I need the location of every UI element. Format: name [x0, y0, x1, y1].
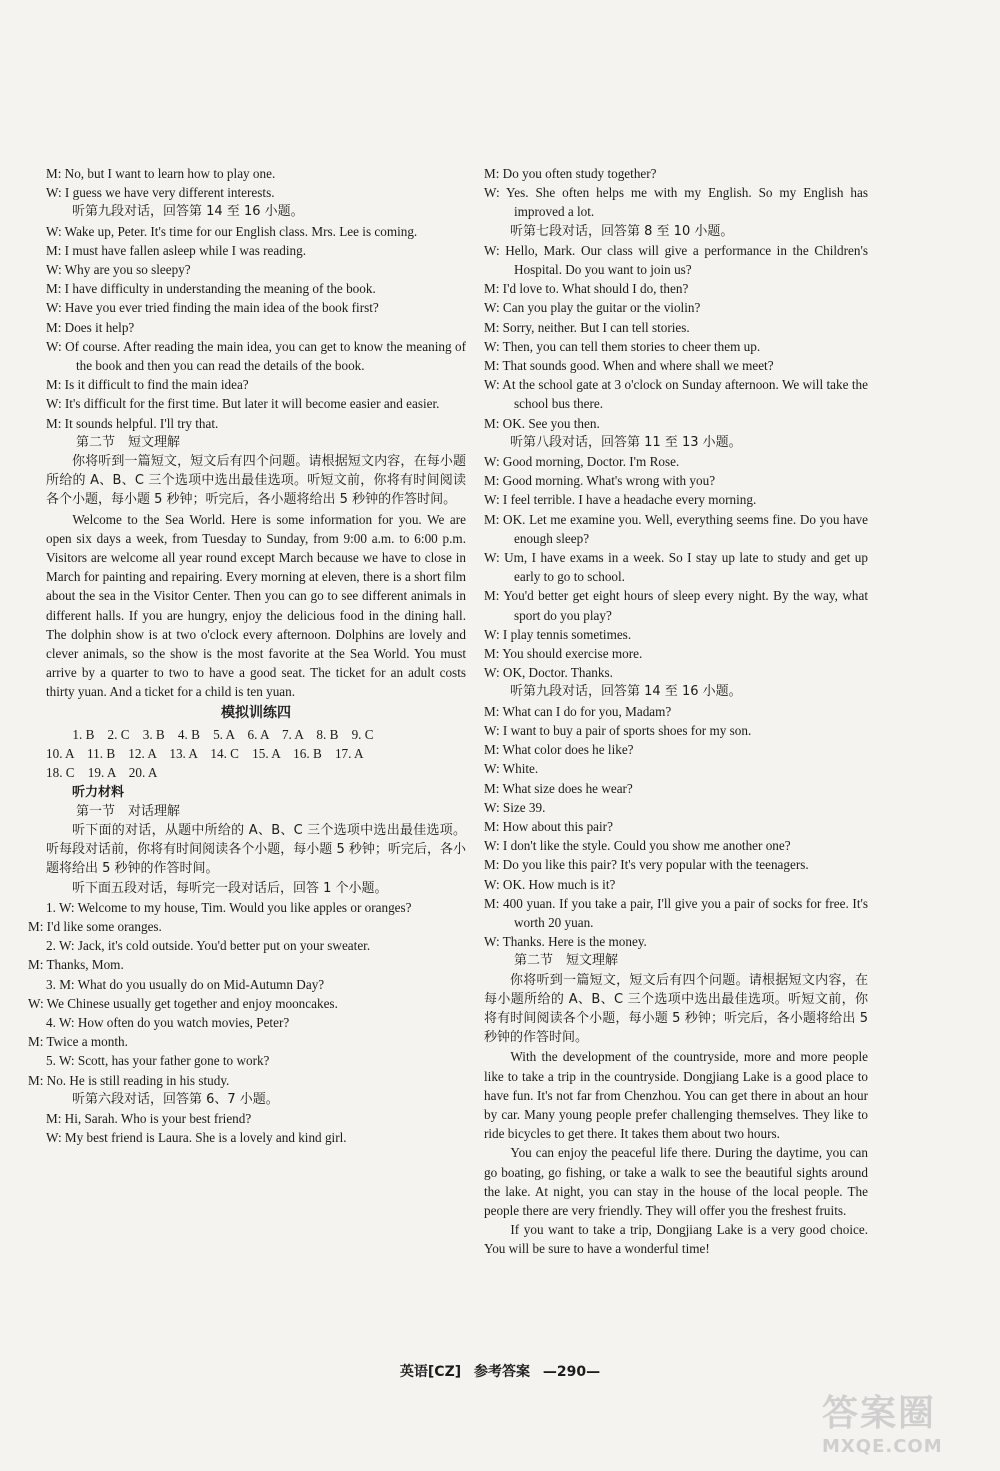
right-text-line: W: Size 39. [484, 799, 546, 815]
left-text-line: 18. C 19. A 20. A [46, 765, 158, 781]
watermark-url: MXQE.COM [822, 1436, 943, 1457]
right-text-line: M: You should exercise more. [484, 646, 643, 662]
right-text-line: W: Hello, Mark. Our class will give a performance in the Children's Hospital. Do you want to join us? [484, 242, 868, 278]
right-text-line: M: Do you like this pair? It's very popular with the teenagers. [484, 857, 809, 873]
left-text-line: W: Why are you so sleepy? [46, 262, 191, 278]
left-column [28, 164, 466, 1147]
right-text-line: 听第八段对话，回答第 11 至 13 小题。 [510, 434, 742, 450]
left-text-line: 1. B 2. C 3. B 4. B 5. A 6. A 7. A 8. B 9. C [72, 726, 374, 742]
page-number: —290— [542, 1364, 601, 1380]
left-text-line: 模拟训练四 [221, 704, 291, 721]
right-text-line: W: Then, you can tell them stories to cheer them up. [484, 338, 761, 354]
right-text-line: W: Good morning, Doctor. I'm Rose. [484, 454, 680, 470]
left-text-line: M: I have difficulty in understanding the meaning of the book. [46, 281, 376, 297]
left-text-line: M: Does it help? [46, 319, 135, 335]
right-text-line: W: At the school gate at 3 o'clock on Sunday afternoon. We will take the school bus there. [484, 377, 868, 412]
left-text-line: M: No, but I want to learn how to play one. [46, 166, 276, 181]
right-column [484, 164, 868, 1259]
left-text-line: 2. W: Jack, it's cold outside. You'd better put on your sweater. [46, 938, 371, 954]
right-text-line: 第二节 短文理解 [514, 953, 619, 969]
left-text-line: 4. W: How often do you watch movies, Peter? [46, 1014, 290, 1030]
right-text-line: W: White. [484, 761, 539, 777]
left-text-line: 听第六段对话，回答第 6、7 小题。 [72, 1091, 279, 1107]
left-text-line: M: I must have fallen asleep while I was reading. [46, 242, 307, 258]
right-text-line: W: I feel terrible. I have a headache every morning. [484, 492, 757, 508]
watermark-logo-text: 答案圈 [822, 1393, 937, 1434]
footer-subject: 英语[CZ] [399, 1364, 462, 1380]
footer-label: 参考答案 [474, 1364, 530, 1380]
right-text-line: W: Thanks. Here is the money. [484, 934, 647, 950]
page-footer [0, 1361, 1000, 1381]
right-text-line: W: I want to buy a pair of sports shoes for my son. [484, 722, 752, 738]
left-text-line: 1. W: Welcome to my house, Tim. Would you like apples or oranges? [46, 899, 412, 915]
left-text-line: 第一节 对话理解 [76, 803, 181, 819]
right-text-line: M: How about this pair? [484, 818, 613, 834]
left-text-line: 听下面的对话，从题中所给的 A、B、C 三个选项中选出最佳选项。听每段对话前，你将有时间阅读各个小题，每小题 5 秒钟；听完后，各小题将给出 5 秒钟的作答时间。 [46, 822, 466, 877]
right-text-line: If you want to take a trip, Dongjiang Lake is a very good choice. You will be sure to have a wonderful time! [484, 1222, 868, 1257]
left-text-line: 10. A 11. B 12. A 13. A 14. C 15. A 16. B 17. A [46, 746, 364, 762]
right-text-line: M: Do you often study together? [484, 166, 657, 181]
right-text-line: M: Good morning. What's wrong with you? [484, 473, 716, 489]
right-text-line: M: I'd love to. What should I do, then? [484, 281, 689, 297]
right-text-line: W: OK. How much is it? [484, 876, 616, 892]
right-text-line: You can enjoy the peaceful life there. During the daytime, you can go boating, go fishing, or take a walk to see the beautiful sights around the lake. At night, you can stay in the house of the local people. The people there are very friendly. They will offer you the freshest fruits. [484, 1145, 868, 1218]
left-text-line: M: No. He is still reading in his study. [28, 1072, 230, 1088]
left-text-line: W: We Chinese usually get together and enjoy mooncakes. [28, 995, 338, 1011]
right-text-line: M: That sounds good. When and where shall we meet? [484, 358, 774, 374]
right-text-line: W: Um, I have exams in a week. So I stay up late to study and get up early to go to school. [484, 550, 868, 585]
left-text-line: 听下面五段对话，每听完一段对话后，回答 1 个小题。 [72, 880, 388, 896]
left-text-line: 3. M: What do you usually do on Mid-Autumn Day? [46, 976, 325, 992]
left-text-line: W: Wake up, Peter. It's time for our English class. Mrs. Lee is coming. [46, 223, 418, 239]
left-text-line: W: I guess we have very different interests. [46, 185, 275, 201]
right-text-line: M: 400 yuan. If you take a pair, I'll give you a pair of socks for free. It's worth 20 yuan. [484, 895, 868, 930]
watermark-logo [822, 1392, 972, 1464]
left-text-line: M: Twice a month. [28, 1034, 128, 1050]
right-text-line: M: What size does he wear? [484, 780, 633, 796]
left-text-line: M: It sounds helpful. I'll try that. [46, 415, 219, 431]
right-text-line: M: What color does he like? [484, 742, 634, 758]
left-text-line: 听力材料 [72, 784, 125, 800]
right-text-line: W: OK, Doctor. Thanks. [484, 665, 613, 681]
right-text-line: 听第七段对话，回答第 8 至 10 小题。 [510, 223, 734, 239]
left-text-line: W: Have you ever tried finding the main idea of the book first? [46, 300, 379, 316]
right-text-line: 听第九段对话，回答第 14 至 16 小题。 [510, 684, 742, 700]
right-text-line: M: Sorry, neither. But I can tell stories. [484, 319, 690, 335]
right-text-line: With the development of the countryside, more and more people like to take a trip in the countryside. Dongjiang Lake is a good place to have fun. It's not far from Chenzhou. You can get there in about an hour by car. Many young people prefer challenging themselves. They like to ride bicycles to get there. It takes them about two hours. [484, 1049, 868, 1142]
left-text-line: 你将听到一篇短文，短文后有四个问题。请根据短文内容，在每小题所给的 A、B、C 三个选项中选出最佳选项。听短文前，你将有时间阅读各个小题，每小题 5 秒钟；听完后，各小题将给出 5 秒钟的作答时间。 [46, 454, 466, 508]
left-text-line: M: Thanks, Mom. [28, 957, 124, 973]
right-text-line: M: You'd better get eight hours of sleep every night. By the way, what sport do you play? [484, 588, 868, 623]
right-text-line: W: Yes. She often helps me with my English. So my English has improved a lot. [484, 185, 868, 220]
left-text-line: W: Of course. After reading the main idea, you can get to know the meaning of the book and then you can read the details of the book. [46, 338, 466, 374]
left-text-line: W: My best friend is Laura. She is a lovely and kind girl. [46, 1130, 347, 1146]
left-text-line: M: I'd like some oranges. [28, 918, 162, 934]
right-text-line: W: I play tennis sometimes. [484, 626, 632, 642]
right-text-line: W: Can you play the guitar or the violin? [484, 300, 701, 316]
left-text-line: 听第九段对话，回答第 14 至 16 小题。 [72, 204, 304, 220]
right-text-line: W: I don't like the style. Could you show me another one? [484, 838, 791, 854]
left-text-line: Welcome to the Sea World. Here is some information for you. We are open six days a week, from Tuesday to Sunday, from 9:00 a.m. to 6:00 p.m. Visitors are welcome all year round except March because we have to close in March for painting and repairing. Every morning at eleven, there is a short film about the sea in the Visitor Center. Then you can go to see different animals in different halls. If you are hungry, enjoy the delicious food in the dining hall. The dolphin show is at two o'clock every afternoon. Dolphins are lovely and clever animals, so the show is the most favorite at the Sea World. You must arrive by a quarter to two to have a good seat. The ticket for an adult costs thirty yuan. And a ticket for a child is ten yuan. [46, 511, 466, 700]
left-text-line: 第二节 短文理解 [76, 434, 181, 450]
right-text-line: 你将听到一篇短文，短文后有四个问题。请根据短文内容，在每小题所给的 A、B、C 三个选项中选出最佳选项。听短文前，你将有时间阅读各个小题，每小题 5 秒钟；听完后，各小题将给出 5 秒钟的作答时间。 [484, 972, 868, 1046]
right-text-line: M: OK. Let me examine you. Well, everything seems fine. Do you have enough sleep? [484, 511, 868, 546]
right-text-line: M: OK. See you then. [484, 415, 600, 431]
left-text-line: M: Hi, Sarah. Who is your best friend? [46, 1110, 252, 1126]
left-text-line: W: It's difficult for the first time. But later it will become easier and easier. [46, 396, 440, 412]
left-text-line: M: Is it difficult to find the main idea? [46, 377, 249, 393]
left-text-line: 5. W: Scott, has your father gone to work? [46, 1053, 270, 1069]
right-text-line: M: What can I do for you, Madam? [484, 703, 672, 719]
